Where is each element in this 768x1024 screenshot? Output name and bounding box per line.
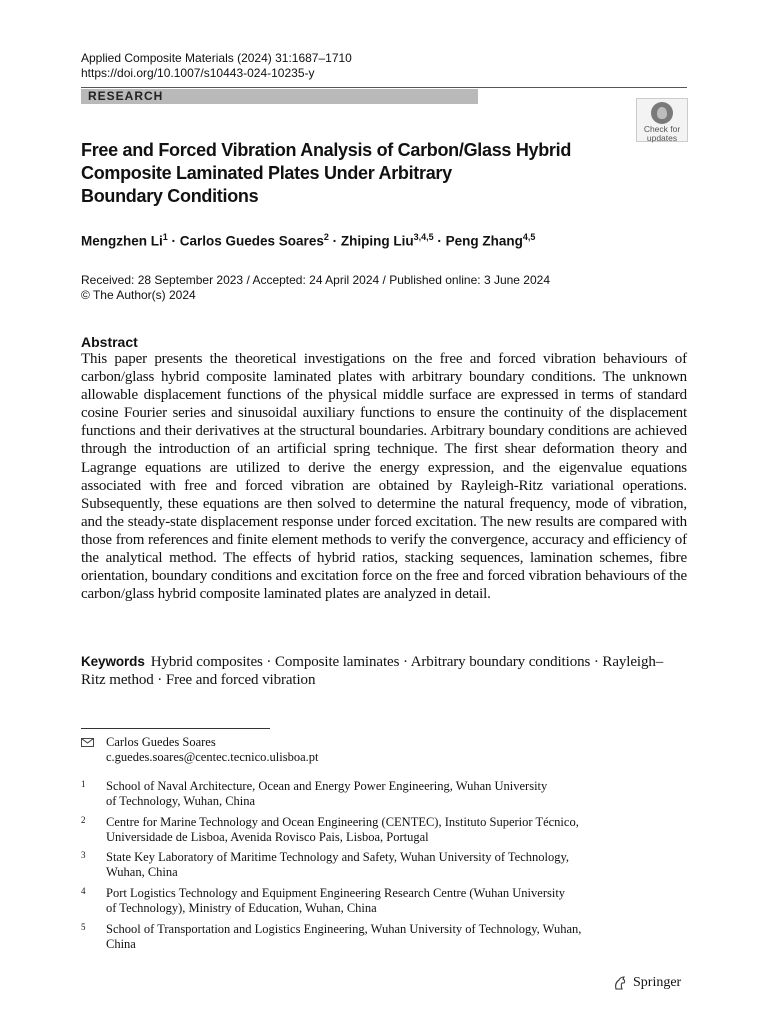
header-rule [81,87,687,88]
corresponding-author: Carlos Guedes Soares [106,735,216,749]
affiliation-5 [81,922,641,952]
springer-horse-icon [612,975,628,991]
affiliation-number: 4 [81,886,86,896]
publisher-logo [612,975,681,991]
author-separator: · [328,233,341,249]
affiliation-line: Wuhan, China [106,865,178,879]
copyright-line: © The Author(s) 2024 [81,288,196,302]
author-separator: · [167,233,180,249]
author-name[interactable]: Zhiping Liu [340,233,414,249]
affiliation-number: 3 [81,850,86,860]
journal-citation: Applied Composite Materials (2024) 31:1687–1710 [81,51,352,65]
affiliation-number: 1 [81,779,86,789]
abstract-heading: Abstract [81,334,138,350]
affiliation-line: State Key Laboratory of Maritime Technology and Safety, Wuhan University of Technology, [106,850,570,864]
title-line: Boundary Conditions [81,186,259,206]
author-name[interactable]: Mengzhen Li [81,233,163,249]
title-line: Composite Laminated Plates Under Arbitrary [81,163,452,183]
author-name[interactable]: Carlos Guedes Soares [179,233,324,249]
author-list [81,232,535,249]
affiliation-line: Universidade de Lisboa, Avenida Rovisco Pais, Lisboa, Portugal [106,830,429,844]
affiliation-number: 5 [81,922,86,932]
author-affiliation: 1 [162,232,168,242]
article-title [81,139,641,208]
affiliation-line: of Technology, Wuhan, China [106,794,256,808]
affiliation-1 [81,779,641,809]
author-affiliation: 4,5 [522,232,536,242]
title-line: Free and Forced Vibration Analysis of Carbon/Glass Hybrid [81,140,572,160]
corresponding-email[interactable]: c.guedes.soares@centec.tecnico.ulisboa.pt [106,750,319,764]
affiliation-number: 2 [81,815,86,825]
author-separator: · [433,233,446,249]
author-affiliation: 3,4,5 [413,232,434,242]
affiliation-line: Port Logistics Technology and Equipment Engineering Research Centre (Wuhan University [106,886,566,900]
keywords [81,653,687,689]
bookmark-icon [651,102,673,124]
abstract-text: This paper presents the theoretical investigations on the free and forced vibration behaviours of carbon/glass hybrid composite laminated plates with arbitrary boundary conditions. The unknown allowable displacement functions of the physical middle surface are expressed in terms of standard cosine Fourier series and sinusoidal auxiliary functions to ensure the continuity of the displacement functions and their derivatives at the structural boundaries. Arbitrary boundary conditions are achieved through the introduction of an artificial spring technique. The first shear deformation theory and Lagrange equations are utilized to derive the energy expression, and the eigenvalue equations associated with free and forced vibration are obtained by Rayleigh-Ritz variational operations. Subsequently, these equations are then solved to determine the natural frequency, mode of vibration, and the steady-state displacement response under forced excitation. The new results are compared with those from references and finite element methods to verify the convergence, accuracy and efficiency of the analytical method. The effects of hybrid ratios, stacking sequences, lamination schemes, fibre orientation, boundary conditions and excitation force on the free and forced vibration behaviours of the carbon/glass hybrid composite laminated plates are analyzed in detail. [81,351,687,603]
affiliation-line: China [106,937,136,951]
footnote-rule [81,728,270,729]
affiliation-line: School of Naval Architecture, Ocean and Energy Power Engineering, Wuhan University [106,779,548,793]
author-name[interactable]: Peng Zhang [445,233,523,249]
doi-link[interactable]: https://doi.org/10.1007/s10443-024-10235-y [81,66,315,80]
badge-label: Check for updates [643,124,681,143]
affiliation-line: of Technology), Ministry of Education, Wuhan, China [106,901,377,915]
affiliation-2 [81,815,641,845]
affiliation-4 [81,886,641,916]
dates-line: Received: 28 September 2023 / Accepted: 24 April 2024 / Published online: 3 June 2024 [81,273,550,287]
envelope-icon [81,738,94,747]
affiliation-line: Centre for Marine Technology and Ocean Engineering (CENTEC), Instituto Superior Técnico, [106,815,579,829]
keywords-text: Hybrid composites · Composite laminates · Arbitrary boundary conditions · Rayleigh–Ritz method · Free and forced vibration [81,654,664,688]
section-tag: RESEARCH [81,89,478,104]
affiliation-3 [81,850,641,880]
publisher-name: Springer [633,975,682,990]
publication-dates [81,273,550,303]
keywords-label: Keywords [81,654,145,669]
journal-header [81,51,352,81]
affiliation-line: School of Transportation and Logistics Engineering, Wuhan University of Technology, Wuhan, [106,922,582,936]
correspondence [81,735,318,765]
author-affiliation: 2 [323,232,329,242]
check-for-updates-badge[interactable] [636,98,688,142]
